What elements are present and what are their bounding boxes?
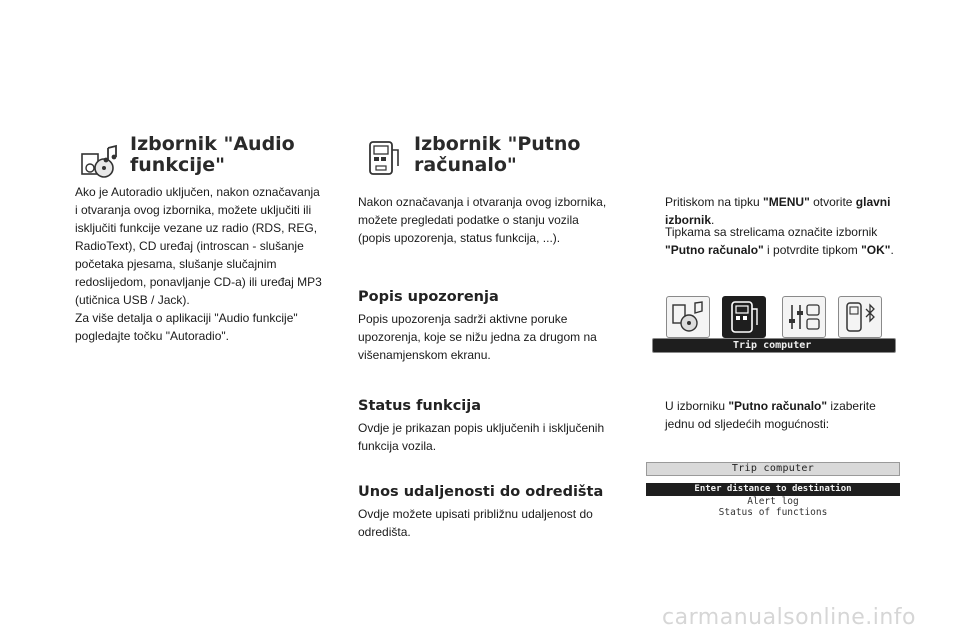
- step-text: Pritiskom na tipku: [665, 195, 764, 209]
- section-line: upozorenja, koje se nižu jedna za drugom na: [358, 330, 597, 344]
- trip-list-item: Alert log: [747, 496, 799, 507]
- step-choose-option: [644, 397, 924, 433]
- step-text: i potvrdite tipkom: [763, 243, 862, 257]
- trip-intro-line: možete pregledati podatke o stanju vozila: [358, 213, 579, 227]
- main-menu-term: izbornik: [665, 213, 712, 227]
- trip-title-line-2: računalo": [414, 154, 517, 176]
- trip-list-item: Status of functions: [718, 507, 828, 518]
- step-text: U izborniku: [665, 399, 729, 413]
- audio-description: [75, 183, 345, 345]
- trip-list-selected-item: Enter distance to destination: [646, 483, 900, 496]
- audio-line: Za više detalja o aplikaciji "Audio funkcije": [75, 311, 298, 325]
- section-heading-status: Status funkcija: [358, 398, 482, 414]
- settings-icon: [782, 296, 826, 338]
- step-text: otvorite: [809, 195, 856, 209]
- section-heading-distance: Unos udaljenosti do odredišta: [358, 484, 604, 500]
- trip-menu-term: "Putno računalo": [665, 243, 764, 257]
- section-heading-alerts: Popis upozorenja: [358, 289, 499, 305]
- trip-menu-term: "Putno računalo": [728, 399, 828, 413]
- section-line: odredišta.: [358, 525, 411, 539]
- phone-icon: [838, 296, 882, 338]
- section-line: višenamjenskom ekranu.: [358, 348, 491, 362]
- step-select-trip-menu: [644, 223, 924, 259]
- audio-line: Ako je Autoradio uključen, nakon označavanja: [75, 185, 320, 199]
- section-text-alerts: [358, 310, 630, 364]
- menu-bar-label: Trip computer: [652, 338, 896, 353]
- step-text: .: [890, 243, 894, 257]
- audio-icon: [666, 296, 710, 338]
- section-text-distance: [358, 505, 630, 541]
- key-ok: "OK": [861, 243, 891, 257]
- section-line: Ovdje je prikazan popis uključenih i isključenih: [358, 421, 605, 435]
- watermark: carmanualsonline.info: [662, 605, 916, 630]
- trip-title: [414, 134, 580, 176]
- audio-line: RadioText), CD uređaj (introscan - slušanje: [75, 239, 304, 253]
- step-text: .: [711, 213, 715, 227]
- section-line: Ovdje možete upisati približnu udaljenost do: [358, 507, 593, 521]
- main-menu-term: glavni: [855, 195, 891, 209]
- key-menu: "MENU": [763, 195, 810, 209]
- step-text: izaberite: [827, 399, 876, 413]
- audio-line: početaka pjesama, slušanje slučajnim: [75, 257, 277, 271]
- audio-title: [130, 134, 295, 176]
- audio-line: isključiti funkcije vezane uz radio (RDS, REG,: [75, 221, 318, 235]
- trip-computer-icon: [362, 136, 406, 180]
- audio-line: i otvaranja ovog izbornika, možete uključiti ili: [75, 203, 312, 217]
- audio-functions-icon: [78, 140, 122, 184]
- section-line: funkcija vozila.: [358, 439, 437, 453]
- trip-list-header: Trip computer: [646, 462, 900, 476]
- audio-title-line-1: Izbornik "Audio: [130, 133, 295, 155]
- menu-bar-illustration: [652, 296, 896, 354]
- trip-computer-icon: [722, 296, 766, 338]
- trip-intro: [358, 193, 630, 247]
- audio-line: (utičnica USB / Jack).: [75, 293, 190, 307]
- audio-line: pogledajte točku "Autoradio".: [75, 329, 229, 343]
- audio-title-line-2: funkcije": [130, 154, 226, 176]
- trip-title-line-1: Izbornik "Putno: [414, 133, 581, 155]
- step-text: Tipkama sa strelicama označite izbornik: [665, 225, 878, 239]
- trip-computer-list-illustration: [646, 462, 900, 518]
- audio-line: redoslijedom, ponavljanje CD-a) ili uređaj MP3: [75, 275, 322, 289]
- section-line: Popis upozorenja sadrži aktivne poruke: [358, 312, 568, 326]
- trip-intro-line: Nakon označavanja i otvaranja ovog izbornika,: [358, 195, 607, 209]
- step-text: jednu od sljedećih mogućnosti:: [665, 417, 830, 431]
- section-text-status: [358, 419, 630, 455]
- trip-intro-line: (popis upozorenja, status funkcija, ...).: [358, 231, 561, 245]
